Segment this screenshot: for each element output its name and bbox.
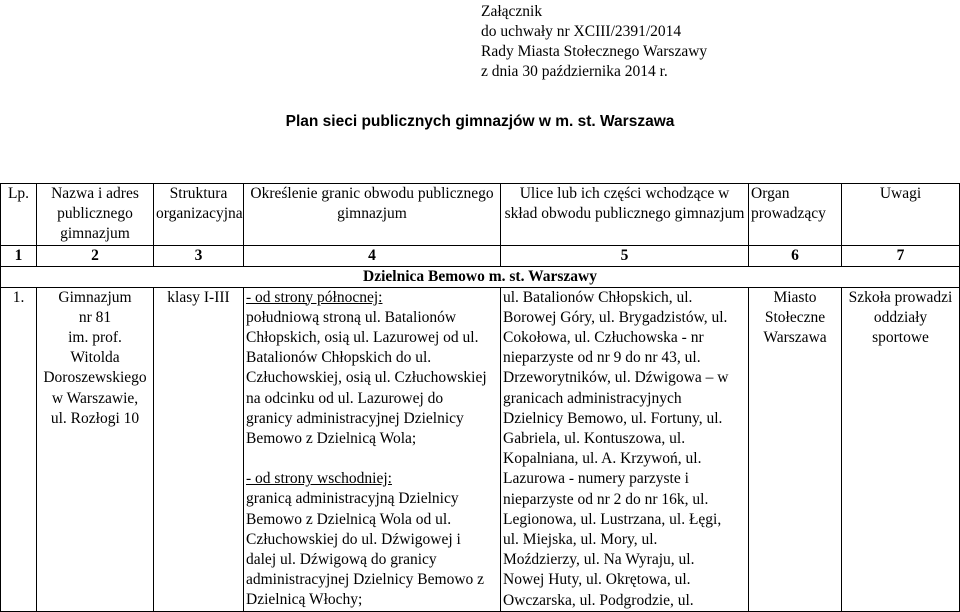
document-title: Plan sieci publicznych gimnazjów w m. st. Warszawa xyxy=(285,113,675,130)
col-header-structure: Struktura organizacyjna xyxy=(154,184,244,246)
street-line: granicach administracyjnych xyxy=(503,389,682,407)
column-number: 6 xyxy=(749,245,842,266)
district-row xyxy=(1,266,960,287)
bounds-line: Bemowo z Dzielnicą Wola od ul. xyxy=(246,510,452,528)
column-number: 1 xyxy=(1,245,37,266)
organ-line: Miasto xyxy=(773,288,817,306)
street-line: nieparzyste od nr 9 do nr 43, ul. xyxy=(503,349,701,367)
bounds-line: Dzielnicą Włochy; xyxy=(246,591,363,609)
streets-list xyxy=(501,287,749,611)
header-line: Rady Miasta Stołecznego Warszawy xyxy=(481,43,708,60)
street-line: ul. Batalionów Chłopskich, ul. xyxy=(503,288,693,306)
col-header-name: Nazwa i adres publicznego gimnazjum xyxy=(37,184,154,246)
header-line: z dnia 30 października 2014 r. xyxy=(481,63,668,80)
header-row xyxy=(1,184,960,246)
street-line: Gabriela, ul. Kontuszowa, ul. xyxy=(503,430,686,448)
row-lp: 1. xyxy=(1,287,37,611)
bounds-line: Batalionów Chłopskich do ul. xyxy=(246,349,432,367)
bounds-line: granicą administracyjną Dzielnicy xyxy=(246,490,459,508)
column-number: 2 xyxy=(37,245,154,266)
column-number: 7 xyxy=(842,245,960,266)
bounds-line: dalej ul. Dźwigową do granicy xyxy=(246,551,437,569)
bounds-line: Człuchowskiej, osią ul. Człuchowskiej xyxy=(246,369,487,387)
col-header-lp: Lp. xyxy=(1,184,37,246)
bounds-line: Chłopskich, osią ul. Lazurowej od ul. xyxy=(246,329,479,347)
notes-line: Szkoła prowadzi xyxy=(848,288,953,306)
street-line: Dzielnicy Bemowo, ul. Fortuny, ul. xyxy=(503,409,723,427)
school-structure: klasy I-III xyxy=(154,287,244,611)
schools-table xyxy=(0,183,960,612)
governing-body xyxy=(749,287,842,611)
bounds-line: administracyjnej Dzielnicy Bemowo z xyxy=(246,571,485,589)
street-line: ul. Miejska, ul. Mory, ul. xyxy=(503,531,658,549)
school-name-line: im. prof. xyxy=(68,329,122,347)
district-name: Dzielnica Bemowo m. st. Warszawy xyxy=(1,266,960,287)
attachment-header xyxy=(481,2,707,82)
school-name xyxy=(37,287,154,611)
organ-line: Warszawa xyxy=(763,329,827,347)
header-line: do uchwały nr XCIII/2391/2014 xyxy=(481,23,682,40)
bounds-north-heading: - od strony północnej: xyxy=(246,288,383,306)
street-line: Kopalniana, ul. A. Krzywoń, ul. xyxy=(503,450,702,468)
col-header-streets: Ulice lub ich części wchodzące w skład obwodu publicznego gimnazjum xyxy=(501,184,749,246)
bounds-line: granicy administracyjnej Dzielnicy xyxy=(246,409,464,427)
school-name-line: Witolda xyxy=(70,349,120,367)
bounds-line: Bemowo z Dzielnicą Wola; xyxy=(246,430,417,448)
bounds-line: południową stroną ul. Batalionów xyxy=(246,308,457,326)
bounds-line: Człuchowskiej do ul. Dźwigowej i xyxy=(246,530,461,548)
bounds-east-heading: - od strony wschodniej: xyxy=(246,470,392,488)
street-line: Lazurowa - numery parzyste i xyxy=(503,470,689,488)
street-line: Owczarska, ul. Podgrodzie, ul. xyxy=(503,591,694,609)
notes-line: sportowe xyxy=(872,329,929,347)
street-line: Moździerzy, ul. Na Wyraju, ul. xyxy=(503,551,695,569)
street-line: Legionowa, ul. Lustrzana, ul. Łęgi, xyxy=(503,510,722,528)
bounds-spacer xyxy=(246,449,498,469)
district-bounds xyxy=(244,287,501,611)
school-name-line: ul. Rozłogi 10 xyxy=(50,409,140,427)
column-number: 5 xyxy=(501,245,749,266)
organ-line: Stołeczne xyxy=(764,308,826,326)
school-name-line: nr 81 xyxy=(78,308,112,326)
col-header-notes: Uwagi xyxy=(842,184,960,246)
column-number-row xyxy=(1,245,960,266)
school-name-line: w Warszawie, xyxy=(51,389,139,407)
col-header-organ: Organ prowadzący xyxy=(749,184,842,246)
notes xyxy=(842,287,960,611)
header-line: Załącznik xyxy=(481,3,543,20)
street-line: nieparzyste od nr 2 do nr 16k, ul. xyxy=(503,490,709,508)
school-name-line: Gimnazjum xyxy=(58,288,132,306)
column-number: 3 xyxy=(154,245,244,266)
street-line: Drzeworytników, ul. Dźwigowa – w xyxy=(503,369,729,387)
street-line: Borowej Góry, ul. Brygadzistów, ul. xyxy=(503,308,728,326)
table-row xyxy=(1,287,960,611)
school-name-line: Doroszewskiego xyxy=(43,369,147,387)
column-number: 4 xyxy=(244,245,501,266)
col-header-bounds: Określenie granic obwodu publicznego gimnazjum xyxy=(244,184,501,246)
bounds-line: na odcinku od ul. Lazurowej do xyxy=(246,389,444,407)
notes-line: oddziały xyxy=(873,308,928,326)
street-line: Nowej Huty, ul. Okrętowa, ul. xyxy=(503,571,691,589)
street-line: Cokołowa, ul. Człuchowska - nr xyxy=(503,329,704,347)
